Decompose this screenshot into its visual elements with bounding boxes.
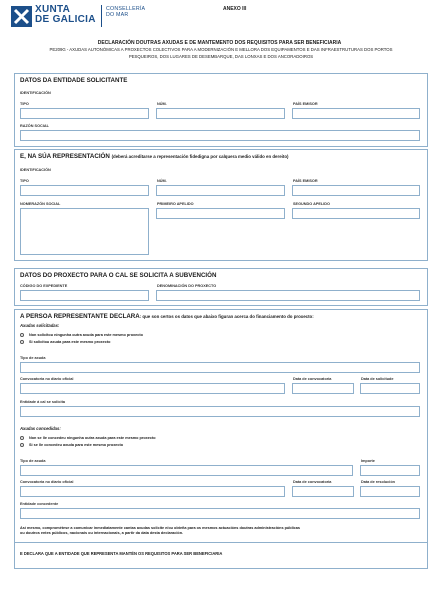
representative-type-label: TIPO: [20, 179, 29, 183]
representative-note: (deberá acreditarse a representación fidedigna por calquera medio válido en dereito): [111, 154, 289, 159]
representative-title-text: E, NA SÚA REPRESENTACIÓN: [20, 153, 110, 160]
document-subtitle-2: PESQUEIROS, DOS LUGARES DE DESEMBARQUE, DAS LONXAS E DOS ANCORADOIROS: [128, 54, 314, 59]
applicant-name-field[interactable]: [20, 130, 420, 141]
xunta-logo-icon: [11, 6, 32, 27]
annex-label: ANEXO III: [223, 6, 247, 12]
project-code-field[interactable]: [20, 290, 149, 301]
representative-number-field[interactable]: [156, 185, 285, 196]
requested-aids-heading: Axudas solicitadas:: [20, 323, 60, 328]
applicant-name-label: RAZÓN SOCIAL: [20, 124, 49, 128]
granted-none-label: Non se lle concedeu ningunha outra axuda para este mesmo proxecto: [29, 436, 156, 440]
declaration-title-rest: : que son certos os datos que abaixo figuran acerca do financiamento do proxecto:: [139, 314, 314, 319]
gr-amount-label: Importe: [361, 459, 375, 463]
gr-call-date-label: Data de convocatoria: [293, 480, 332, 484]
granted-yes-radio[interactable]: [20, 443, 24, 447]
representative-number-label: NÚM.: [157, 179, 167, 183]
document-subtitle-1: PE209G - AXUDAS AUTONÓMICAS A PROXECTOS COLECTIVOS PARA A MODERNIZACIÓN E MELLORA DOS EQUIPAMENTOS E DAS INFRAESTRUTURAS DOS PORTOS: [49, 47, 393, 52]
req-aid-type-field[interactable]: [20, 362, 420, 373]
gr-resolution-date-label: Data de resolución: [361, 480, 395, 484]
req-request-date-label: Data de solicitude: [361, 377, 394, 381]
representative-surname2-label: SEGUNDO APELIDO: [293, 202, 330, 206]
applicant-identification-label: IDENTIFICACIÓN: [20, 91, 51, 95]
final-declaration: E DECLARA QUE A ENTIDADE QUE REPRESENTA MANTÉN OS REQUISITOS PARA SER BENEFICIARIA: [20, 551, 223, 556]
project-name-label: DENOMINACIÓN DO PROXECTO: [157, 284, 217, 288]
granted-aids-heading: Axudas concedidas:: [20, 426, 61, 431]
requested-yes-label: Si solicitou axuda para este mesmo proxecto: [29, 340, 111, 344]
applicant-country-label: PAÍS EMISOR: [293, 102, 318, 106]
requested-none-label: Non solicitou ningunha outra axuda para este mesmo proxecto: [29, 333, 143, 337]
applicant-number-field[interactable]: [156, 108, 285, 119]
representative-name-label: NOMERAZÓN SOCIAL: [20, 202, 61, 206]
req-request-date-field[interactable]: [360, 383, 420, 394]
representative-name-field[interactable]: [20, 208, 149, 255]
declaration-section-title: [20, 313, 314, 320]
project-name-field[interactable]: [156, 290, 420, 301]
declaration-title-text: A PERSOA REPRESENTANTE DECLARA: [20, 313, 140, 320]
requested-yes-radio[interactable]: [20, 340, 24, 344]
logo-line-1: XUNTA: [35, 4, 71, 15]
applicant-type-label: TIPO: [20, 102, 29, 106]
representative-surname1-field[interactable]: [156, 208, 285, 219]
representative-surname1-label: PRIMEIRO APELIDO: [157, 202, 194, 206]
commitment-line-2: ou doutros entes públicos, nacionais ou internacionais, a partir da data desta declaración.: [20, 531, 184, 536]
req-aid-type-label: Tipo de axuda: [20, 356, 46, 360]
representative-type-field[interactable]: [20, 185, 149, 196]
department-line-1: CONSELLERÍA: [106, 6, 146, 12]
project-section-title: DATOS DO PROXECTO PARA O CAL SE SOLICITA A SUBVENCIÓN: [20, 272, 217, 279]
applicant-type-field[interactable]: [20, 108, 149, 119]
department-name: [106, 6, 145, 19]
applicant-section-title: DATOS DA ENTIDADE SOLICITANTE: [20, 77, 128, 84]
project-code-label: CÓDIGO DO EXPEDIENTE: [20, 284, 68, 288]
logo-text: [35, 5, 96, 25]
granted-yes-label: Si se lle concedeu axuda para este mesmo proxecto: [29, 443, 124, 447]
req-call-date-field[interactable]: [292, 383, 354, 394]
divider: [14, 542, 428, 543]
req-official-call-label: Convocatoria no diario oficial: [20, 377, 74, 381]
req-entity-field[interactable]: [20, 406, 420, 417]
document-title: DECLARACIÓN DOUTRAS AXUDAS E DE MANTEMENTO DOS REQUISITOS PARA SER BENEFICIARIA: [97, 40, 342, 46]
gr-aid-type-field[interactable]: [20, 465, 353, 476]
commitment-line-1: Así mesmo, comprométese a comunicar inmediatamente cantas axudas solicite e/ou obteña para os mesmos actuacións doutras administracións públicas: [20, 526, 301, 530]
gr-official-call-label: Convocatoria no diario oficial: [20, 480, 74, 484]
gr-official-call-field[interactable]: [20, 486, 285, 497]
applicant-number-label: NÚM.: [157, 102, 167, 106]
gr-resolution-date-field[interactable]: [360, 486, 420, 497]
gr-amount-field[interactable]: [360, 465, 420, 476]
gr-entity-label: Entidade concedente: [20, 502, 59, 506]
commitment-text: [20, 526, 420, 536]
gr-entity-field[interactable]: [20, 508, 420, 519]
req-call-date-label: Data de convocatoria: [293, 377, 332, 381]
representative-identification-label: IDENTIFICACIÓN: [20, 168, 51, 172]
requested-none-radio[interactable]: [20, 333, 24, 337]
representative-surname2-field[interactable]: [292, 208, 420, 219]
req-entity-label: Entidade á cal se solicita: [20, 400, 65, 404]
logo-line-2: DE GALICIA: [35, 14, 96, 25]
logo-divider: [101, 5, 102, 27]
representative-section-title: [20, 153, 288, 160]
req-official-call-field[interactable]: [20, 383, 285, 394]
department-line-2: DO MAR: [106, 12, 129, 19]
gr-aid-type-label: Tipo de axuda: [20, 459, 46, 463]
representative-country-field[interactable]: [292, 185, 420, 196]
representative-country-label: PAÍS EMISOR: [293, 179, 318, 183]
gr-call-date-field[interactable]: [292, 486, 354, 497]
granted-none-radio[interactable]: [20, 436, 24, 440]
applicant-country-field[interactable]: [292, 108, 420, 119]
